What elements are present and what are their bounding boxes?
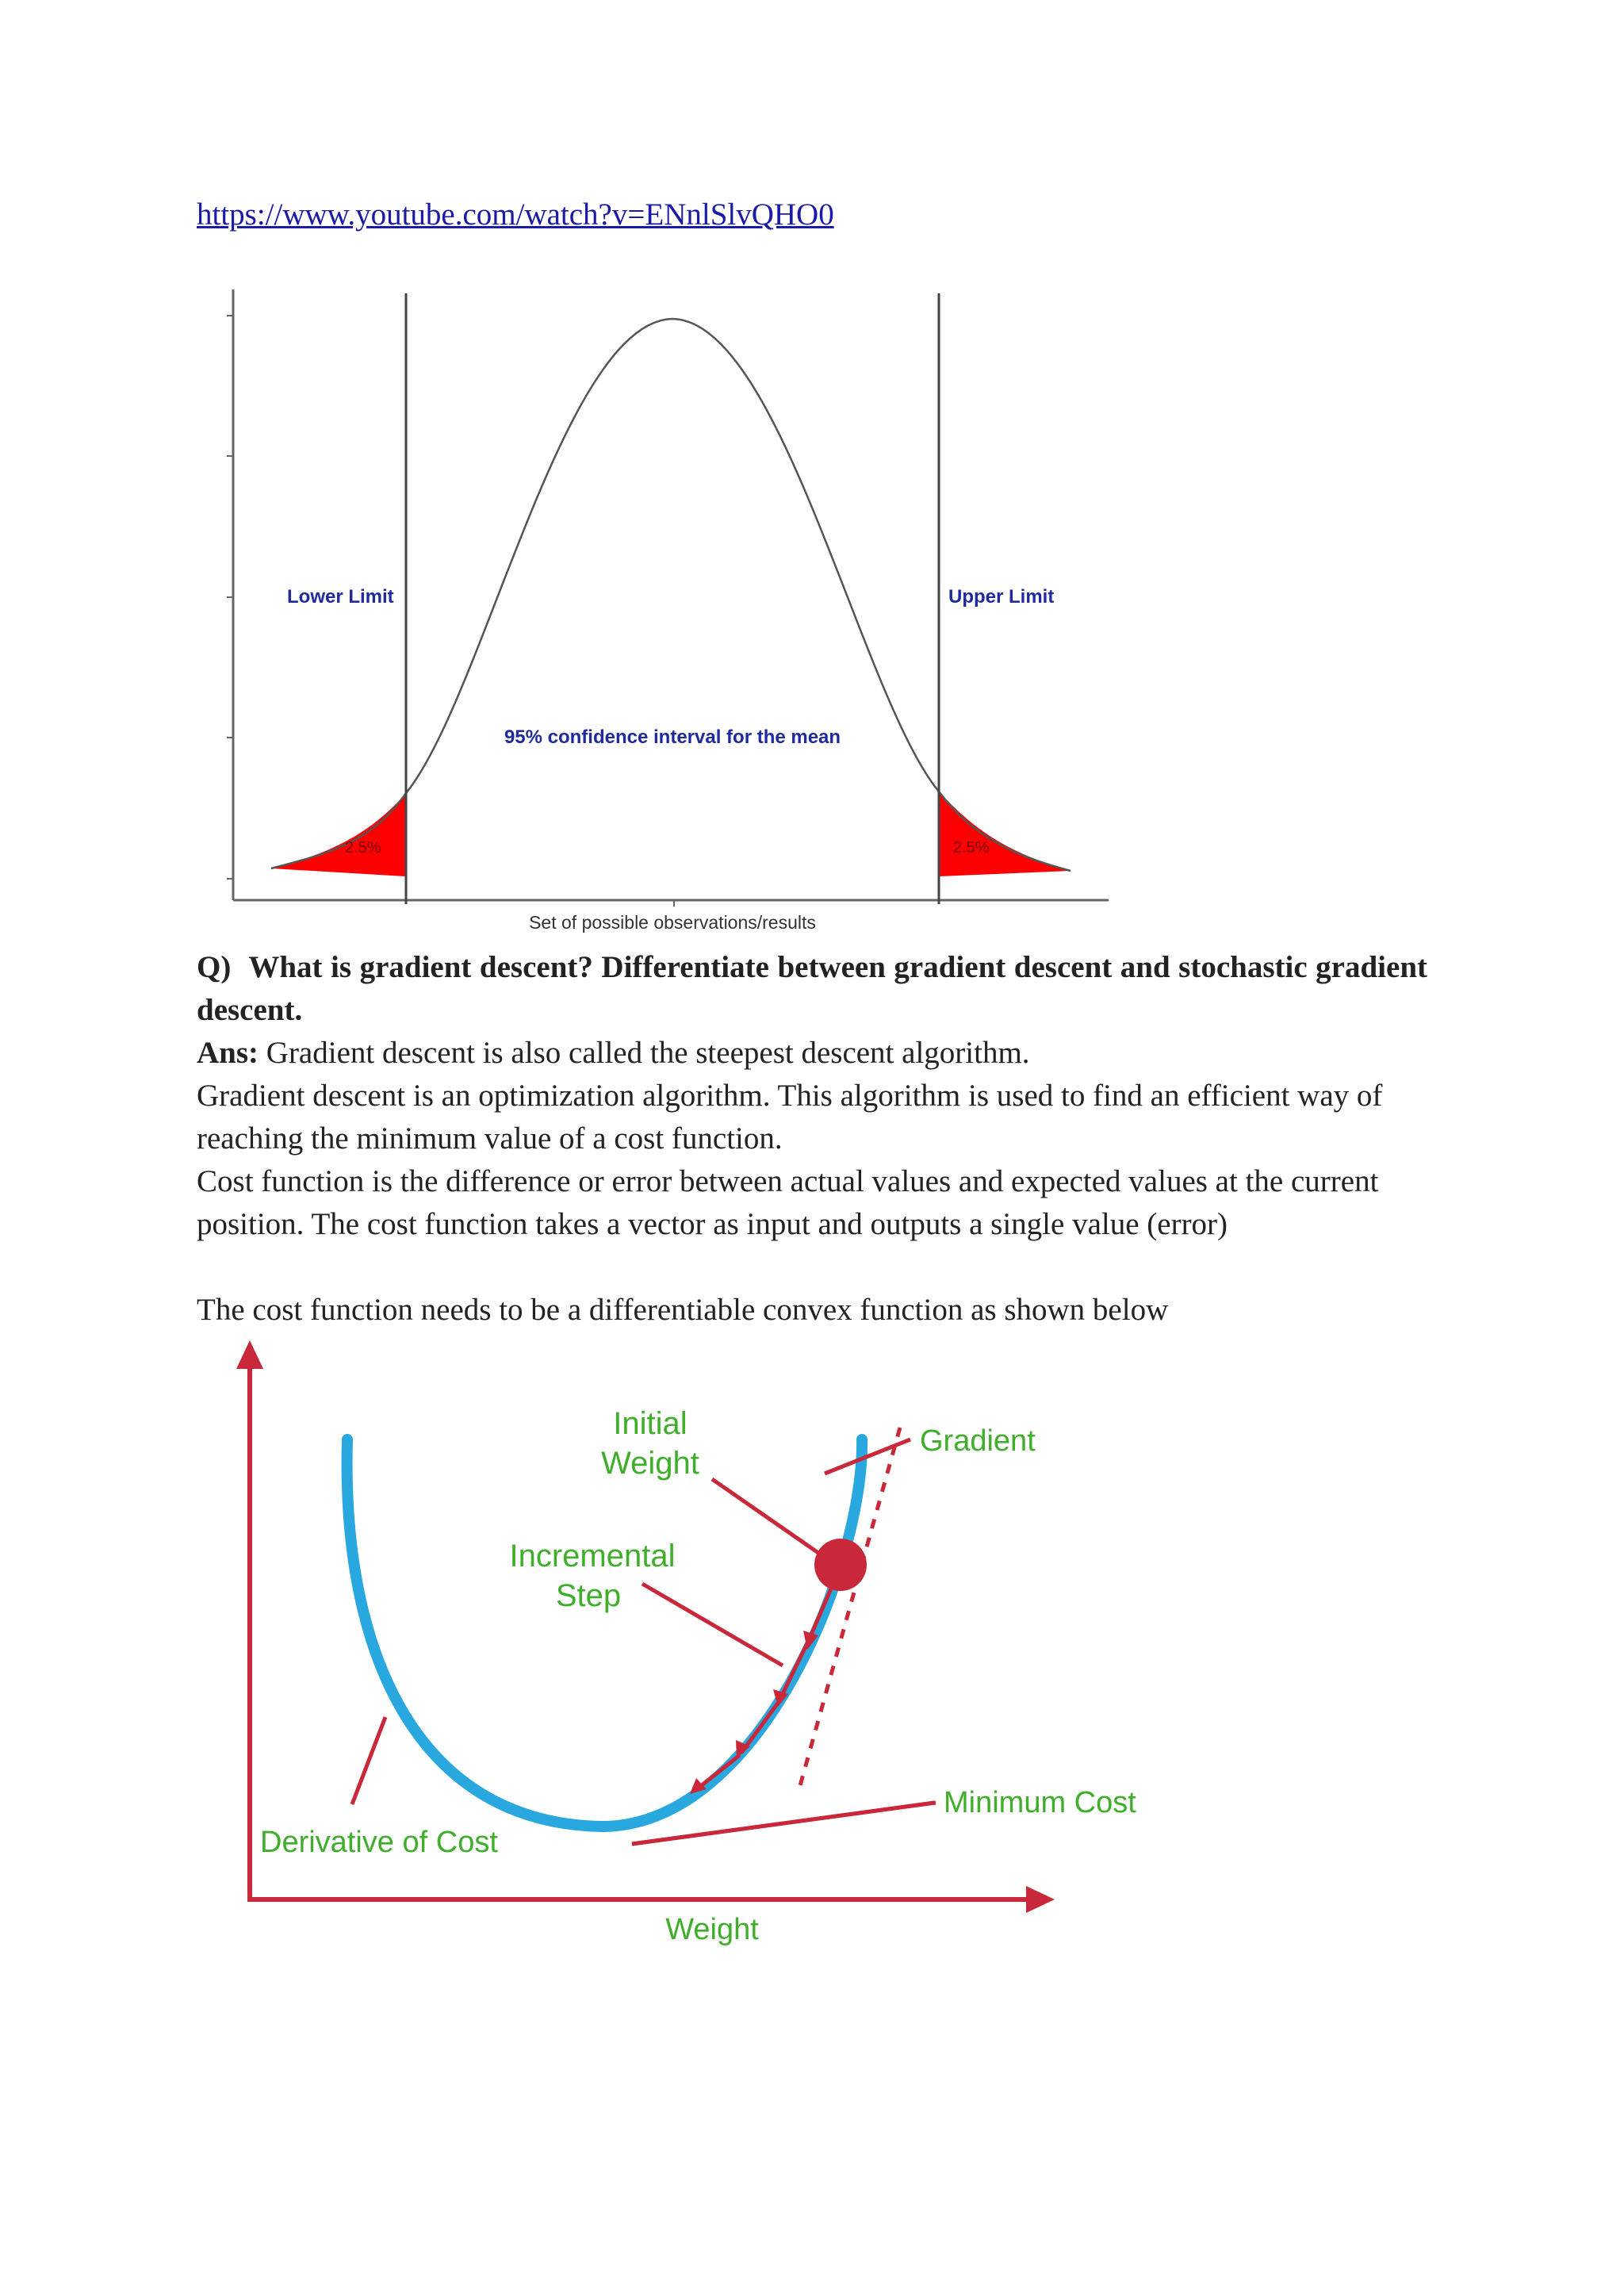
lower-limit-label: Lower Limit (287, 586, 394, 608)
upper-limit-label: Upper Limit (948, 586, 1055, 608)
derivative-of-cost-label: Derivative of Cost (260, 1826, 498, 1859)
initial-weight-label-2: Weight (601, 1446, 699, 1481)
x-axis-label: Set of possible observations/results (529, 912, 816, 933)
answer-paragraph-2: Cost function is the difference or error between actual values and expected values at the current position. The cost function takes a vector as input and outputs a single value (error) (197, 1164, 1379, 1241)
right-tail-area (939, 792, 1071, 876)
question-text: What is gradient descent? Differentiate between gradient descent and stochastic gradient descent. (197, 950, 1427, 1027)
initial-weight-label-1: Initial (613, 1406, 688, 1441)
leader-lines (352, 1439, 936, 1844)
answer-paragraph-3: The cost function needs to be a differentiable convex function as shown below (197, 1293, 1169, 1327)
interval-label: 95% confidence interval for the mean (504, 726, 841, 748)
answer-paragraph-1: Gradient descent is an optimization algorithm. This algorithm is used to find an efficient way of reaching the minimum value of a cost function. (197, 1079, 1383, 1156)
left-tail-pct: 2.5% (345, 839, 381, 857)
initial-weight-point (814, 1539, 867, 1591)
cost-curve (347, 1439, 862, 1826)
gradient-label: Gradient (920, 1424, 1036, 1458)
minimum-cost-label: Minimum Cost (944, 1786, 1136, 1819)
question-heading (197, 946, 1427, 1032)
answer-line1: Gradient descent is also called the steepest descent algorithm. (266, 1036, 1030, 1070)
answer-intro (197, 1032, 1427, 1075)
gd-x-axis-arrow-icon (1026, 1886, 1055, 1913)
youtube-link[interactable]: https://www.youtube.com/watch?v=ENnlSlvQHO0 (197, 197, 834, 232)
incremental-step-label-1: Incremental (509, 1539, 676, 1573)
step-arrows (698, 1570, 839, 1788)
gradient-tangent (799, 1428, 900, 1788)
question-tag: Q) (197, 950, 232, 984)
right-tail-pct: 2.5% (953, 839, 990, 857)
weight-axis-label: Weight (665, 1913, 759, 1946)
incremental-step-label-2: Step (555, 1578, 622, 1613)
gd-y-axis-arrow-icon (236, 1340, 263, 1369)
gradient-descent-figure (222, 1340, 1136, 1967)
confidence-interval-figure (222, 286, 1118, 936)
answer-label: Ans: (197, 1036, 259, 1070)
